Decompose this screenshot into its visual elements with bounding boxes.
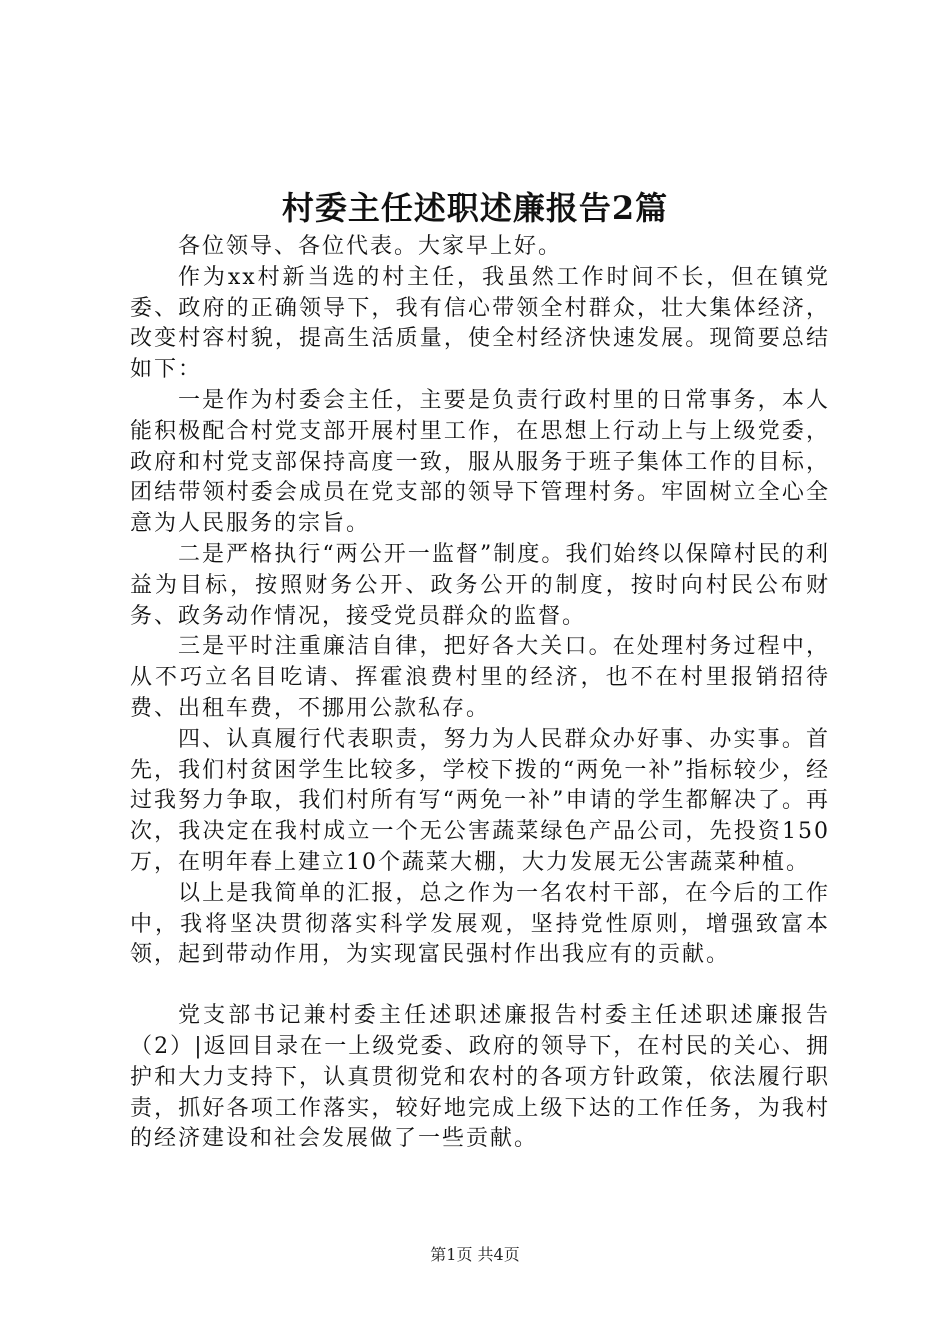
paragraph-point-4: 四、认真履行代表职责，努力为人民群众办好事、办实事。首先，我们村贫困学生比较多，学校下拨的“两免一补”指标较少，经过我努力争取，我们村所有写“两免一补”申请的学生都解决了。再次，我决定在我村成立一个无公害蔬菜绿色产品公司，先投资150万，在明年春上建立10个蔬菜大棚，大力发展无公害蔬菜种植。	[130, 726, 830, 875]
page-number-footer: 第1页 共4页	[430, 1245, 520, 1264]
paragraph-intro: 作为xx村新当选的村主任，我虽然工作时间不长，但在镇党委、政府的正确领导下，我有信心带领全村群众，壮大集体经济，改变村容村貌，提高生活质量，使全村经济快速发展。现简要总结如下：	[130, 264, 830, 383]
document-body	[130, 232, 830, 1155]
paragraph-second-report: 党支部书记兼村委主任述职述廉报告村委主任述职述廉报告（2）|返回目录在一上级党委、政府的领导下，在村民的关心、拥护和大力支持下，认真贯彻党和农村的各项方针政策，依法履行职责，抓好各项工作落实，较好地完成上级下达的工作任务，为我村的经济建设和社会发展做了一些贡献。	[130, 1003, 830, 1152]
paragraph-greeting: 各位领导、各位代表。大家早上好。	[178, 234, 563, 259]
document-title: 村委主任述职述廉报告2篇	[281, 189, 669, 227]
paragraph-point-3: 三是平时注重廉洁自律，把好各大关口。在处理村务过程中，从不巧立名目吃请、挥霍浪费村里的经济，也不在村里报销招待费、出租车费，不挪用公款私存。	[130, 634, 830, 721]
paragraph-conclusion: 以上是我简单的汇报，总之作为一名农村干部，在今后的工作中，我将坚决贯彻落实科学发展观，坚持党性原则，增强致富本领，起到带动作用，为实现富民强村作出我应有的贡献。	[130, 880, 830, 968]
paragraph-point-1: 一是作为村委会主任，主要是负责行政村里的日常事务，本人能积极配合村党支部开展村里工作，在思想上行动上与上级党委，政府和村党支部保持高度一致，服从服务于班子集体工作的目标，团结带领村委会成员在党支部的领导下管理村务。牢固树立全心全意为人民服务的宗旨。	[130, 387, 830, 537]
paragraph-point-2: 二是严格执行“两公开一监督”制度。我们始终以保障村民的利益为目标，按照财务公开、政务公开的制度，按时向村民公布财务、政务动作情况，接受党员群众的监督。	[130, 541, 830, 629]
